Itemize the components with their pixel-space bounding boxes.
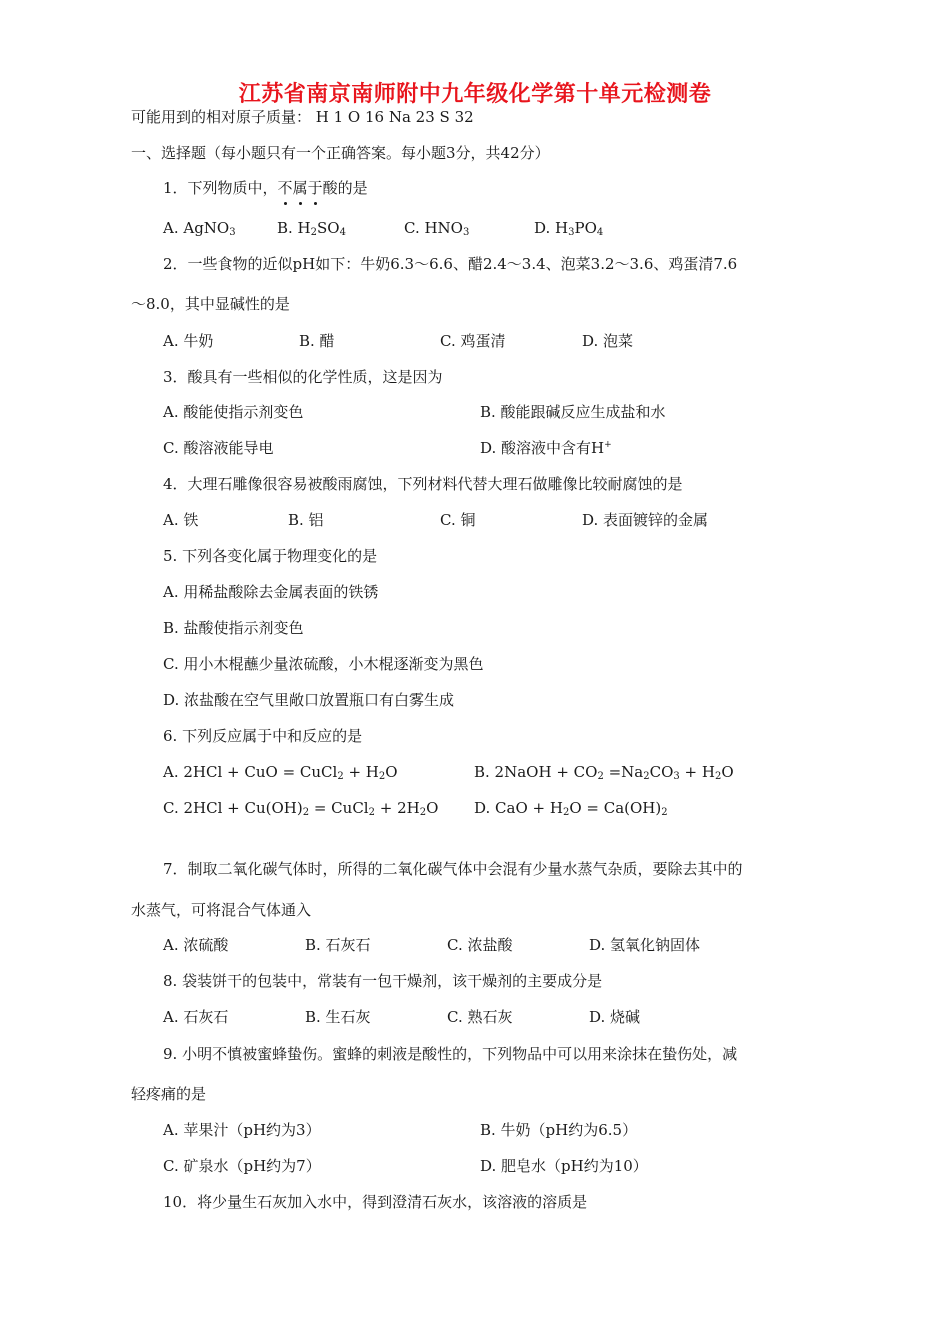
q3-option-a: A. 酸能使指示剂变色 (163, 403, 304, 421)
q6-option-d (474, 798, 668, 818)
emphasis-char: 属 (292, 179, 308, 197)
q4-option-d: D. 表面镀锌的金属 (582, 511, 709, 529)
subscript: 2 (368, 807, 375, 818)
q9-option-b: B. 牛奶（pH约为6.5） (480, 1121, 638, 1139)
q4-option-b: B. 铝 (288, 511, 324, 529)
question-9-stem-line1: 9. 小明不慎被蜜蜂蛰伤。蜜蜂的刺液是酸性的，下列物品中可以用来涂抹在蛰伤处，减 (163, 1045, 738, 1063)
q6-option-a (163, 762, 398, 782)
q9-option-c: C. 矿泉水（pH约为7） (163, 1157, 321, 1175)
subscript: 3 (462, 227, 470, 238)
question-6-stem: 6. 下列反应属于中和反应的是 (163, 727, 363, 745)
q6-option-c (163, 798, 438, 818)
subscript: 2 (562, 807, 570, 818)
question-4-stem: 4．大理石雕像很容易被酸雨腐蚀，下列材料代替大理石做雕像比较耐腐蚀的是 (163, 475, 683, 493)
q3-option-b: B. 酸能跟碱反应生成盐和水 (480, 403, 666, 421)
option-text: D. 酸溶液中含有H (480, 439, 605, 457)
subscript: 2 (643, 771, 650, 782)
q7-option-a: A. 浓硫酸 (163, 936, 229, 954)
q2-option-a: A. 牛奶 (163, 332, 214, 350)
section-header: 一、选择题（每小题只有一个正确答案。每小题3分，共42分） (131, 144, 550, 162)
subscript: 2 (714, 771, 722, 782)
q7-option-b: B. 石灰石 (305, 936, 371, 954)
option-text: D. CaO + H (474, 799, 563, 817)
q2-option-c: C. 鸡蛋清 (440, 332, 506, 350)
q5-option-a: A. 用稀盐酸除去金属表面的铁锈 (163, 583, 379, 601)
q9-option-a: A. 苹果汁（pH约为3） (163, 1121, 321, 1139)
option-text: O (385, 763, 398, 781)
q4-option-a: A. 铁 (163, 511, 199, 529)
question-8-stem: 8. 袋装饼干的包装中，常装有一包干燥剂，该干燥剂的主要成分是 (163, 972, 603, 990)
option-text: O = Ca(OH) (569, 799, 662, 817)
subscript: 2 (597, 771, 604, 782)
question-7-stem-line1: 7．制取二氧化碳气体时，所得的二氧化碳气体中会混有少量水蒸气杂质，要除去其中的 (163, 860, 743, 878)
q5-option-c: C. 用小木棍蘸少量浓硫酸，小木棍逐渐变为黑色 (163, 655, 484, 673)
subscript: 2 (661, 807, 668, 818)
q1-option-d (534, 218, 603, 238)
option-text: =Na (603, 763, 644, 781)
subscript: 2 (337, 771, 344, 782)
subscript: 2 (302, 807, 310, 818)
option-text: O (721, 763, 734, 781)
option-text: A. 2HCl + CuO = CuCl (163, 763, 338, 781)
subscript: 4 (596, 227, 604, 238)
q1-stem-prefix: 1．下列物质中， (163, 179, 278, 197)
q3-option-c: C. 酸溶液能导电 (163, 439, 274, 457)
subscript: 2 (310, 227, 318, 238)
option-text: CO (649, 763, 674, 781)
subscript: 2 (378, 771, 386, 782)
superscript: + (604, 440, 612, 450)
q3-option-d (480, 438, 612, 458)
option-text: = CuCl (309, 799, 369, 817)
q8-option-d: D. 烧碱 (589, 1008, 641, 1026)
q9-option-d: D. 肥皂水（pH约为10） (480, 1157, 648, 1175)
question-2-stem-line2: ～8.0，其中显碱性的是 (131, 295, 290, 313)
option-text: B. H (277, 219, 311, 237)
emphasis-char: 不 (277, 179, 293, 197)
question-9-stem-line2: 轻疼痛的是 (131, 1085, 207, 1103)
q1-option-c (404, 218, 469, 238)
subscript: 3 (673, 771, 680, 782)
exam-title: 江苏省南京南师附中九年级化学第十单元检测卷 (238, 82, 712, 107)
q7-option-c: C. 浓盐酸 (447, 936, 513, 954)
emphasis-char: 于 (307, 179, 323, 197)
atomic-masses: 可能用到的相对原子质量： H 1 O 16 Na 23 S 32 (131, 108, 474, 126)
subscript: 3 (568, 227, 575, 238)
option-text: SO (317, 219, 340, 237)
q8-option-a: A. 石灰石 (163, 1008, 229, 1026)
q1-stem-suffix: 酸的是 (322, 179, 368, 197)
q2-option-b: B. 醋 (299, 332, 335, 350)
question-7-stem-line2: 水蒸气，可将混合气体通入 (131, 901, 312, 919)
question-10-stem: 10．将少量生石灰加入水中，得到澄清石灰水，该溶液的溶质是 (163, 1193, 588, 1211)
subscript: 4 (339, 227, 346, 238)
option-text: D. H (534, 219, 569, 237)
q8-option-c: C. 熟石灰 (447, 1008, 513, 1026)
option-text: B. 2NaOH + CO (474, 763, 598, 781)
q6-option-b (474, 762, 734, 782)
option-text: PO (574, 219, 597, 237)
q8-option-b: B. 生石灰 (305, 1008, 371, 1026)
question-1-stem (163, 178, 368, 198)
option-text: + 2H (374, 799, 420, 817)
option-text: + H (679, 763, 715, 781)
q1-option-b (277, 218, 346, 238)
option-text: + H (343, 763, 379, 781)
subscript: 3 (229, 227, 236, 238)
option-text: C. HNO (404, 219, 463, 237)
option-text: C. 2HCl + Cu(OH) (163, 799, 303, 817)
q7-option-d: D. 氢氧化钠固体 (589, 936, 701, 954)
option-text: A. AgNO (163, 219, 230, 237)
subscript: 2 (419, 807, 427, 818)
q5-option-d: D. 浓盐酸在空气里敞口放置瓶口有白雾生成 (163, 691, 455, 709)
q5-option-b: B. 盐酸使指示剂变色 (163, 619, 304, 637)
q2-option-d: D. 泡菜 (582, 332, 634, 350)
question-5-stem: 5. 下列各变化属于物理变化的是 (163, 547, 378, 565)
q4-option-c: C. 铜 (440, 511, 476, 529)
question-3-stem: 3．酸具有一些相似的化学性质，这是因为 (163, 368, 443, 386)
question-2-stem-line1: 2．一些食物的近似pH如下：牛奶6.3～6.6、醋2.4～3.4、泡菜3.2～3.6、鸡蛋清7.6 (163, 255, 738, 273)
q1-option-a (163, 218, 236, 238)
option-text: O (426, 799, 439, 817)
